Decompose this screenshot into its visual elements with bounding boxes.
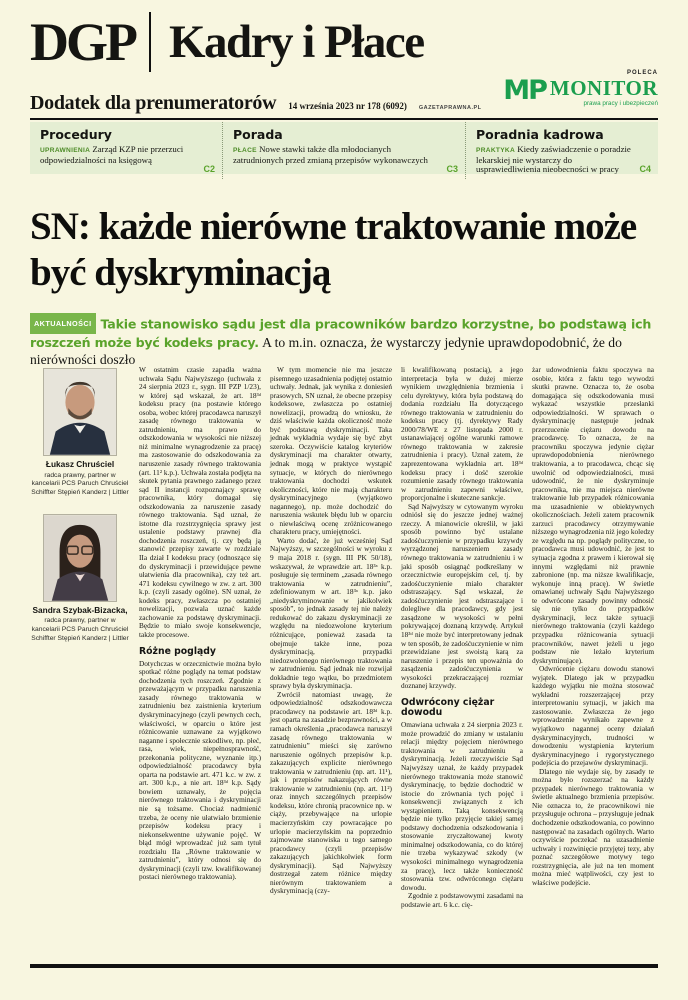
teaser-section-title: Porada xyxy=(233,127,283,142)
teaser-band xyxy=(30,122,658,174)
article-paragraph: Odwrócenie ciężaru dowodu stanowi wyjątek. Dlatego jak w przypadku każdego wyjątku nie można stosować wykładni rozszerzającej przy interpretowaniu sytuacji, w jakich ma zastosowanie. Zwłaszcza że jego wprowadzenie wynikało zapewne z wyjątkowo nagannej oceny działań dyskryminacyjnych, trudności w dowodzeniu wystąpienia kryterium dyskryminacyjnego i rygorystycznego podejścia do przejawów dyskryminacji. xyxy=(532,664,654,768)
article-subhead: Odwrócony ciężar dowodu xyxy=(401,696,495,718)
article-body xyxy=(30,366,658,963)
lead-highlight: Takie stanowisko sądu jest dla pracowników bardzo korzystne, bo podstawą ich roszczeń może być kodeks pracy. xyxy=(30,316,652,350)
teaser-page-ref[interactable]: C2 xyxy=(203,164,215,175)
masthead-divider xyxy=(149,12,151,72)
teaser-page-ref[interactable]: C4 xyxy=(639,164,651,175)
article-paragraph: W ostatnim czasie zapadła ważna uchwała Sądu Najwyższego (uchwała z 24 sierpnia 2023 r., sygn. III PZP 1/23), w której sąd wskazał, że art. 18³ᵈ kodeksu pracy (na postawie którego osoba, wobec której pracodawca naruszył zasadę równego traktowania w zatrudnieniu, ma prawo do odszkodowania w wysokości nie niższej niż minimalne wynagrodzenie za pracę) ma zastosowanie do odszkodowania za naruszenie zasady równego traktowania (art. 11² k.p.). Uchwała została podjęta na skutek pytania prawnego zadanego przez sąd II instancji rozpoznający sprawę pracownika, który domagał się odszkodowania za naruszenie zasady równego traktowania. Sąd uznał, że istotne dla rozstrzygnięcia sprawy jest ustalenie podstawy prawnej dla dochodzenia roszczeń, tj. czy będą ją stanowić przepisy zawarte w rozdziale IIa dział I kodeksu pracy (odnoszące się do dyskryminacji i przewidujące pewne ułatwienia dla pracownika), czy też art. 471 kodeksu cywilnego w zw. z art. 300 k.p. (czyli zasady ogólne). SN uznał, że kodeks pracy, zwłaszcza po ostatniej nowelizacji, pozwala uznać każde zachowanie za podstawę dyskryminacji. Będzie to miało swoje konsekwencje, także procesowe. xyxy=(139,366,261,639)
author-bio: radca prawny, partner w kancelarii PCS Paruch Chruściel Schiffter Stępień Kanderz | Littler xyxy=(31,471,129,496)
article-subhead: Różne poglądy xyxy=(139,645,216,657)
teaser-item-porada[interactable] xyxy=(222,122,465,179)
edition-issue: 14 września 2023 nr 178 (6092) xyxy=(288,101,407,111)
teaser-kicker: PŁACE xyxy=(233,146,257,154)
dateline xyxy=(30,92,482,115)
monitor-mp-icon: MP xyxy=(503,75,546,106)
masthead xyxy=(30,12,658,72)
teaser-kicker: UPRAWNIENIA xyxy=(40,146,91,154)
teaser-section-title: Poradnia kadrowa xyxy=(476,127,604,142)
article-paragraph: Dlatego nie wydaje się, by zasady te można było rozszerzać na każdy przypadek nierównego traktowania w świetle aktualnego brzmienia przepisów. Nie oznacza to, że pracownikowi nie przysługuje ochrona – przysługuje jednak dochodzenie odszkodowania, co powinno następować na zasadach ogólnych. Warto oczywiście poczekać na uzasadnienie uchwały i rozwinięcie przyjętej tezy, aby poznać szczegółowe motywy tego rozstrzygnięcia, ale już na ten moment można mieć wątpliwości, czy jest to właściwe podejście. xyxy=(532,766,654,887)
article-paragraph: Sąd Najwyższy w cytowanym wyroku odniósł się do jeszcze jednej ważnej rzeczy. A mianowicie określił, w jaki sposób powinno być ustalane zadośćuczynienie w przypadku krzywdy wyrządzonej naruszeniem zasady równego traktowania w zatrudnieniu i w jaki sposób osiągnąć podkreślany w orzecznictwie europejskim cel, tj. by zadośćuczynienie miało charakter odstraszający. Sąd wskazał, że zadośćuczynienie jest odstraszające i dolegliwe dla pracodawcy, gdy jest zasądzone w wysokości w pełni pokrywającej doznaną krzywdę. Artykuł 18³ᵈ nie może być interpretowany jednak w ten sposób, że zadośćuczynienie w nim przewidziane jest swoistą karą za naruszenie i przepis ten upoważnia do zasądzenia zadośćuczynienia w wysokości przekraczającej rozmiar doznanej krzywdy. xyxy=(401,501,523,691)
masthead-brand: DGP xyxy=(30,12,135,72)
author-name: Łukasz Chruściel xyxy=(45,459,115,469)
edition-site: GAZETAPRAWNA.PL xyxy=(418,105,482,111)
article-lead xyxy=(30,313,660,369)
lead-text: A to m.in. oznacza, że wystarczy jedynie uprawdopodobnić, że do nierówności doszło xyxy=(30,334,622,367)
article-paragraph: Zgodnie z podstawowymi zasadami na podstawie art. 6 k.c. cię- xyxy=(401,891,523,909)
bottom-rule xyxy=(30,964,658,968)
monitor-tagline: prawa pracy i ubezpieczeń xyxy=(583,99,658,107)
article-paragraph: Zwrócił natomiast uwagę, że odpowiedzialność odszkodowawcza pracodawcy na podstawie art. 18³ᵈ k.p. jest oparta na zasadzie bezprawności, a w ramach określenia „pracodawca naruszył zasadę równego traktowania w zatrudnieniu” mieści się zarówno naruszenie ogólnych przepisów k.p. zakazujących explicite nierównego traktowania w zatrudnieniu (np. art. 11¹), jak i przepisów nakazujących równe traktowanie w zatrudnieniu (np. art. 11²) oraz innych szczególnych przepisów kodeksu, które chronią pracownice np. w ciąży, przebywające na urlopie macierzyńskim czy powracające po urlopie macierzyńskim na poprzednio zajmowane stanowiska u tego samego pracodawcy (czyli przepisów zakazujących jakichkolwiek form dyskryminacji). Sąd Najwyższy dostrzegał zatem różnice między nierównym traktowaniem a dyskryminacją (czy- xyxy=(270,689,392,896)
monitor-promo xyxy=(503,70,658,107)
article-paragraph: W tym momencie nie ma jeszcze pisemnego uzasadnienia podjętej ostatnio uchwały. Jednak, jak wynika z doniesień prasowych, SN uznał, że obecne przepisy kodeksowe, zwłaszcza po ostatniej nowelizacji, prowadzą do wniosku, że dziś właściwie każda okoliczność może być podstawą dyskryminacji. Taka jednak wykładnia wydaje się być zbyt szeroka. Oczywiście katalog kryteriów dyskryminacji ma charakter otwarty, jednak mogą w praktyce wystąpić sytuacje, w których do nierównego traktowania dochodzi wskutek okoliczności, które nie mają charakteru dyskryminacyjnego (wyjątkowo nagannego), np. może dochodzić do naruszenia wskutek błędu lub w oparciu o niewłaściwą ocenę zróżnicowanego charakteru pracy, umiejętności. xyxy=(270,366,392,537)
teaser-text: PŁACE Nowe stawki także dla młodocianych zatrudnionych przed zmianą przepisów wykonawczych xyxy=(233,143,428,165)
article-column-3 xyxy=(401,366,523,963)
article-paragraph: Omawiana uchwała z 24 sierpnia 2023 r. może prowadzić do zmiany w ustalaniu relacji między pojęciem nierównego traktowania w zatrudnieniu a dyskryminacją. Jeżeli rzeczywiście Sąd Najwyższy uznał, że każdy przypadek nierównego traktowania może stanowić dyskryminację, to będzie dochodzić w istocie do zrównania tych pojęć i konsekwencji związanych z ich wystąpieniem. Taką konsekwencją będzie nie tylko przyjęcie takiej samej podstawy dochodzenia odszkodowania i stosowanie zryczałtowanej kwoty minimalnej odszkodowania, co do której nie trzeba wykazywać szkody (w wysokości minimalnego wynagrodzenia za pracę), lecz także konieczność stosowania tzw. odwróconego ciężaru dowodu. xyxy=(401,720,523,892)
edition-subtitle: Dodatek dla prenumeratorów xyxy=(30,92,277,114)
article-headline: SN: każde nierówne traktowanie może być dyskryminacją xyxy=(30,205,637,294)
article-paragraph: Warto dodać, że już wcześniej Sąd Najwyższy, w szczególności w wyroku z 9 maja 2018 r. (sygn. III PK 50/18), wskazywał, że wprawdzie art. 18³ᵃ k.p. posługuje się terminem „zasada równego traktowania w zatrudnieniu”, zdefiniowanym w art. 18³ᵃ k.p. jako „niedyskryminowanie w jakikolwiek sposób”, to jednak zasady tej nie należy redukować do zakazu dyskryminacji ze względu na niedozwolone kryterium różnicujące, ponieważ zasada ta obejmuje także inne, poza dyskryminacją, przypadki niedozwolonego nierównego traktowania w zatrudnieniu. Sąd jednak nie rozwijał dokładnie tego wątku, bo przedmiotem sprawy była dyskryminacja. xyxy=(270,535,392,691)
authors-rail xyxy=(30,366,130,963)
author-photo-man-icon xyxy=(43,368,117,456)
teaser-text: UPRAWNIENIA Zarząd KZP nie przerzuci odpowiedzialności na księgową xyxy=(40,143,184,165)
teaser-kicker: PRAKTYKA xyxy=(476,146,516,154)
teaser-section-title: Procedury xyxy=(40,127,112,142)
article-paragraph: żar udowodnienia faktu spoczywa na osobie, która z faktu tego wywodzi skutki prawne. Oznacza to, że osoba domagająca się odszkodowania musi wykazać wszystkie przesłanki odpowiedzialności. W sprawach o dyskryminację następuje jednak przerzucenie ciężaru dowodu na pracodawcę. To oznacza, że na pracowniku spoczywa jedynie ciężar uprawdopodobnienia nierównego traktowania, a to pracodawca, chcąc się uwolnić od odpowiedzialności, musi udowodnić, że nie dyskryminuje pracownika, nie ma miejsca nierówne traktowanie lub przypadek różnicowania ma uzasadnienie w obiektywnych okolicznościach. Jeżeli zatem pracownik zarzuci pracodawcy otrzymywanie niższego wynagrodzenia niż jego koledzy ze względu na np. poglądy polityczne, to pracodawca musi udowodnić, że jest to sytuacja zgodna z prawem i kierował się innymi względami niż prawnie zabronione (np. ma niższe kwalifikacje, wykonuje inną pracę). W świetle omawianej uchwały Sądu Najwyższego te odwrócone zasady powinny odnosić się nie tylko do przypadków dyskryminacji, lecz także sytuacji nierównego traktowania (czyli każdego przypadku różnicowania sytuacji pracowników, nawet jeżeli u jego podstaw nie leżało kryterium dyskryminujące). xyxy=(532,366,654,665)
masthead-title: Kadry i Płace xyxy=(169,15,424,68)
article-paragraph: Dotychczas w orzecznictwie można było spotkać różne poglądy na temat podstaw dochodzenia tych roszczeń. Zgodnie z przeważającym w przypadku naruszenia zasady równego traktowania w zatrudnieniu bez zaistnienia kryterium dyskryminacyjnego (czyli pewnych cech, właściwości, w oparciu o które jest różnicowanie uznawane za wyjątkowo naganne i społecznie szkodliwe, np. płeć, rasa, wiek, niepełnosprawność, przekonania polityczne, wyznanie itp.) odpowiedzialność pracodawcy była oparta na podstawie art. 471 k.c. w zw. z art. 300 k.p., a nie art. 18³ᵈ k.p. Sądy bowiem uznawały, że pojęcia nierównego traktowania i dyskryminacji nie są tożsame. Chociaż nadmienić trzeba, że oceny nie ułatwiało brzmienie przepisów kodeksu pracy i niekonsekwentne używanie pojęć. W błąd mógł wprowadzać już sam tytuł rozdziału IIa „Równe traktowanie w zatrudnieniu”, który odnosi się do dyskryminacji (czyli tzw. kwalifikowanej postaci nierównego traktowania). xyxy=(139,658,261,882)
author-photo-woman-icon xyxy=(43,514,117,602)
poleca-label: POLECA xyxy=(626,70,658,76)
monitor-logo-name: MONITOR xyxy=(549,76,658,100)
author-name: Sandra Szybak-Bizacka, xyxy=(32,604,128,615)
teaser-item-procedury[interactable] xyxy=(30,122,222,179)
header-rule xyxy=(30,118,658,120)
article-column-1 xyxy=(139,366,261,963)
teaser-item-poradnia-kadrowa[interactable] xyxy=(465,122,658,179)
article-column-4 xyxy=(532,366,654,963)
teaser-text: PRAKTYKA Kiedy zaświadczenie o poradzie lekarskiej nie wystarczy do usprawiedliwienia nieobecności w pracy xyxy=(476,143,631,175)
teaser-page-ref[interactable]: C3 xyxy=(446,164,458,175)
lead-section-tag: AKTUALNOŚCI xyxy=(30,313,96,334)
article-column-2 xyxy=(270,366,392,963)
author-bio: radca prawny, partner w kancelarii PCS Paruch Chruściel Schiffter Stępień Kanderz | Littler xyxy=(31,617,129,642)
article-paragraph: li kwalifikowaną postacią), a jego interpretacja była w dużej mierze wynikiem uwzględnienia brzmienia i celu dyrektywy, która była podstawą do dodania rozdziału IIa dotyczącego równego traktowania w zatrudnieniu do kodeksu pracy (tj. dyrektywy Rady 2000/78/WE z 27 listopada 2000 r. ustanawiającej ogólne warunki ramowe równego traktowania w zakresie zatrudnienia i pracy). Uznał zatem, że zaprezentowana wykładnia art. 18³ᵈ kodeksu pracy i dość szerokie rozumienie zasady równego traktowania w zatrudnieniu zapewni właściwe, proporcjonalne i skuteczne sankcje. xyxy=(401,366,523,503)
